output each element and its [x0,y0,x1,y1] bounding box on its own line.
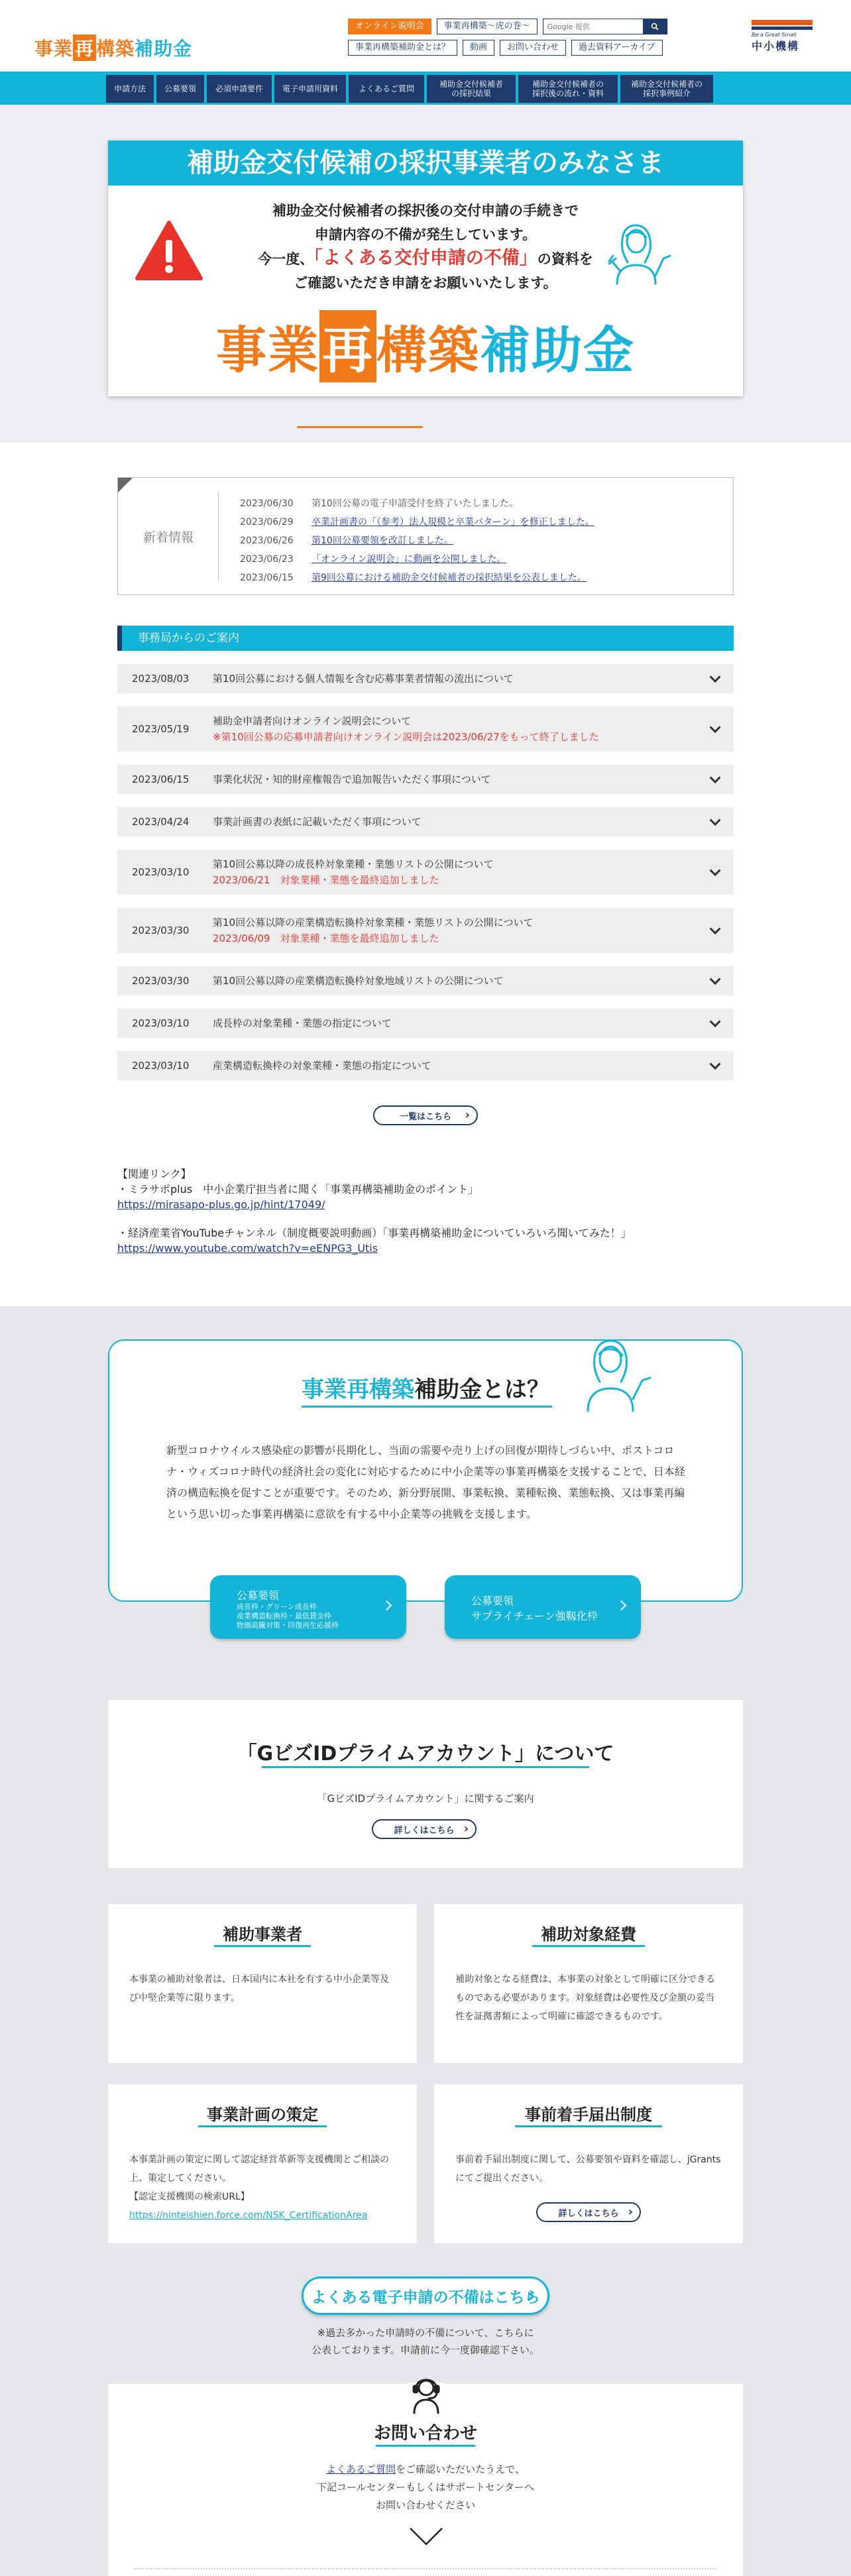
nav-item-adoption-cases[interactable]: 補助金交付候補者の 採択事例紹介 [620,75,713,103]
nav-item-post-adoption-flow[interactable]: 補助金交付候補者の 採択後の流れ・資料 [518,75,618,103]
card-text: 補助対象となる経費は、本事業の対象として明確に区分できるものである必要があります。対象経費は必要性及び金額の妥当性を証拠書類によって明確に確認できるものです。 [455,1974,715,2022]
about-title-rest: 補助金とは？ [414,1376,549,1403]
news-item [240,532,595,550]
news-date: 2023/06/15 [240,573,294,583]
card-text [129,2151,397,2225]
notice-accordion-item[interactable] [117,908,734,953]
nav-item-guidelines[interactable]: 公募要領 [156,75,204,103]
carousel-indicator[interactable] [297,426,423,428]
online-session-link[interactable]: オンライン説明会 [348,19,431,34]
chevron-down-icon [710,814,721,826]
hero-section [0,105,851,443]
notice-title: 成長枠の対象業種・業態の指定について [213,1017,392,1029]
sme-logo-bar-2 [752,27,813,30]
card-title-underline [214,1945,311,1947]
guideline-button-sub: 物価高騰対策・回復再生応援枠 [237,1621,339,1630]
notice-title: 第10回公募以降の産業構造転換枠対象業種・業態リストの公開について [213,917,534,928]
chevron-down-icon [710,1016,721,1027]
hero-logo-text-3: 補助金 [480,321,635,380]
related-link-2-url[interactable]: https://www.youtube.com/watch?v=eENPG3_Utis [117,1242,378,1255]
support-staff-illustration-icon [559,1326,665,1412]
contact-title-underline [376,2445,475,2447]
related-link-1-url[interactable]: https://mirasapo-plus.go.jp/hint/17049/ [117,1198,325,1211]
card-eligible-expenses [434,1904,743,2063]
news-date: 2023/06/23 [240,554,294,565]
global-nav [0,72,851,105]
notice-accordion-item[interactable] [117,966,734,995]
contact-line-3: お問い合わせください [375,2499,475,2511]
notice-title: 第10回公募以降の産業構造転換枠対象地域リストの公開について [213,975,504,987]
news-label: 新着情報 [118,478,219,594]
gbiz-title-underline [262,1766,589,1768]
hero-logo-text-1: 事業 [216,321,319,380]
guideline-button-sub: 産業構造転換枠・最低賃金枠 [237,1612,331,1620]
about-description: 新型コロナウイルス感染症の影響が長期化し、当面の需要や売り上げの回復が期待しづらい中、ポストコロナ・ウィズコロナ時代の経済社会の変化に対応するために中小企業等の事業再構築を支援することで、日本経済の構造転換を促すことが重要です。そのため、新分野展開、事業転換、業種転換、業態転換、又は事業再編という思い切った事業再構築に意欲を有する中小企業等の挑戦を支援します。 [166,1444,685,1520]
card-text: 本事業の補助対象者は、日本国内に本社を有する中小企業等及び中堅企業等に限ります。 [129,1974,389,2003]
notice-date: 2023/03/10 [132,1017,190,1029]
card-prior-start-notification [434,2084,743,2243]
news-link[interactable]: 「オンライン説明会」に動画を公開しました。 [312,554,506,565]
notice-date: 2023/03/30 [132,975,190,987]
sme-logo-tagline: Be a Great Small [752,32,797,38]
notice-accordion-item[interactable] [117,765,734,794]
notice-date: 2023/05/19 [132,723,190,735]
contact-line-1: をご確認いただいたうえで、 [396,2463,525,2475]
contact-line-2: 下記コールセンターもしくはサポートセンターへ [316,2481,535,2493]
notice-accordion-item[interactable] [117,664,734,693]
contact-link[interactable]: お問い合わせ [500,40,566,56]
notices-more-button[interactable]: 一覧はこちら › [373,1105,478,1125]
gbiz-box [108,1700,743,1868]
top-links [348,19,722,61]
notice-accordion-item[interactable] [117,1051,734,1080]
card-title-underline [515,2125,662,2127]
guideline-growth-button[interactable] [210,1575,406,1639]
notice-date: 2023/08/03 [132,673,190,685]
card-title: 補助対象経費 [541,1925,636,1944]
card-title-underline [198,2125,327,2127]
related-heading: 【関連リンク】 [117,1168,192,1180]
hero-line-4: ご確認いただき申請をお願いいたします。 [294,275,557,291]
notice-title: 第10回公募以降の成長枠対象業種・業態リストの公開について [213,858,494,870]
notices-heading: 事務局からのご案内 [117,626,734,651]
about-link[interactable]: 事業再構築補助金とは？ [348,40,457,56]
common-errors-note-line-1: ※過去多かった申請時の不備について、こちらに [317,2327,534,2339]
notice-title: 補助金申請者向けオンライン説明会について [213,715,412,727]
news-list [240,494,595,587]
guideline-button-sub: 成長枠・グリーン成長枠 [237,1602,317,1611]
news-link[interactable]: 第10回公募要領を改訂しました。 [312,535,453,546]
site-search [543,19,667,34]
chevron-down-icon [710,865,721,876]
news-item [240,550,595,569]
site-logo[interactable] [34,34,192,61]
card-eligible-business [108,1904,417,2063]
notice-accordion-item[interactable] [117,807,734,836]
hero-line-3-post: の資料を [537,251,593,267]
contact-text [108,2461,743,2514]
guideline-button-label: 公募要領 [471,1595,514,1607]
headset-icon [408,2368,445,2414]
hero-title: 補助金交付候補の採択事業者のみなさま [108,140,743,186]
notice-title: 事業計画書の表紙に記載いただく事項について [213,816,422,828]
chevron-down-icon [710,772,721,783]
notice-alert-text: ※第10回公募の応募申請者向けオンライン説明会は2023/06/27をもって終了しました [213,731,599,743]
notice-accordion-item[interactable] [117,706,734,752]
news-date: 2023/06/26 [240,535,294,546]
notices-list [117,664,734,1080]
support-staff-illustration-icon [597,212,683,285]
hero-banner[interactable] [108,140,743,396]
notice-accordion-item[interactable] [117,1009,734,1038]
notice-alert-text: 2023/06/09 対象業種・業態を最終追加しました [213,932,439,944]
notice-date: 2023/04/24 [132,816,190,828]
news-date: 2023/06/29 [240,517,294,528]
card-title: 補助事業者 [223,1925,302,1944]
news-date: 2023/06/30 [240,498,294,509]
hero-line-3-pre: 今一度、 [258,251,314,267]
hero-line-3-highlight: 「よくある交付申請の不備」 [313,248,538,268]
news-text: 第10回公募の電子申請受付を終了いたしました。 [312,498,518,509]
notice-date: 2023/03/10 [132,1060,190,1072]
chevron-down-icon [408,2526,445,2548]
logo-text-box: 再 [73,34,96,61]
nav-item-requirements[interactable]: 必須申請要件 [207,75,272,103]
news-item [240,494,595,513]
nav-item-application-method[interactable]: 申請方法 [106,75,154,103]
video-link[interactable]: 動画 [463,40,494,56]
card-title-underline [532,1945,645,1947]
related-link-2-label: ・経済産業省YouTubeチャンネル（制度概要説明動画）「事業再構築補助金についていろいろ聞いてみた！」 [117,1227,632,1239]
hero-logo-text-2: 構築 [376,321,480,380]
notice-alert-text: 2023/06/21 対象業種・業態を最終追加しました [213,874,439,886]
related-link-1-label: ・ミラサポplus 中小企業庁担当者に聞く「事業再構築補助金のポイント」 [117,1183,479,1196]
about-box [108,1339,743,1602]
prior-start-more-button[interactable]: 詳しくはこちら › [536,2202,641,2222]
tora-no-maki-link[interactable]: 事業再構築〜虎の巻〜 [437,19,538,34]
chevron-down-icon [710,923,721,934]
hero-logo [108,310,743,382]
archive-link[interactable]: 過去資料アーカイブ [571,40,663,56]
chevron-down-icon [710,1058,721,1070]
chevron-down-icon [710,671,721,683]
about-title-blue: 事業再構築 [302,1376,414,1403]
hero-line-2: 申請内容の不備が発生しています。 [314,227,537,243]
search-icon [651,23,659,30]
hero-logo-box: 再 [319,310,376,382]
news-box [117,477,734,595]
support-agency-search-link[interactable]: https://ninteishien.force.com/NSK_CertificationArea [129,2210,368,2221]
notice-title: 第10回公募における個人情報を含む応募事業者情報の流出について [213,673,514,685]
sme-logo-name: 中小機構 [752,40,800,52]
search-input[interactable] [543,19,643,34]
hero-body [108,186,743,396]
site-header [0,0,851,72]
logo-text-2: 構築 [96,38,135,60]
card-business-plan [108,2084,417,2243]
common-errors-note [0,2324,851,2359]
guideline-buttons [108,1575,743,1642]
related-links [117,1166,734,1256]
card-title: 事業計画の策定 [207,2105,318,2124]
card-text-body: 本事業計画の策定に関して認定経営革新等支援機関とご相談の上、策定してください。 [129,2155,389,2184]
divider [135,2568,716,2569]
card-text: 事前着手届出制度に関して、公募要領や資料を確認し、jGrantsにてご提出ください。 [455,2155,721,2184]
nav-item-adoption-results[interactable]: 補助金交付候補者 の採択結果 [427,75,516,103]
gbiz-title: 「GビズIDプライムアカウント」について [237,1742,614,1765]
common-errors-button[interactable]: よくある電子申請の不備はこちら › [302,2276,549,2315]
nav-items [106,75,713,103]
faq-link[interactable]: よくあるご質問 [326,2463,396,2475]
nav-item-e-application-docs[interactable]: 電子申請用資料 [274,75,346,103]
info-section [0,1306,851,2576]
news-item [240,569,595,587]
logo-text-3: 補助金 [135,38,193,60]
guideline-button-label: 公募要領 [237,1589,280,1602]
chevron-down-icon [710,974,721,985]
guideline-supply-chain-button[interactable] [445,1575,641,1639]
contact-title: お問い合わせ [373,2424,477,2443]
about-title-underline [302,1406,552,1408]
notice-date: 2023/03/10 [132,866,190,878]
chevron-down-icon [710,722,721,733]
notice-date: 2023/06/15 [132,773,190,785]
card-title: 事前着手届出制度 [525,2105,652,2124]
news-link[interactable]: 卒業計画書の「（参考）法人規模と卒業パターン」を修正しました。 [312,517,595,528]
news-item [240,513,595,532]
common-errors-note-line-2: 公表しております。申請前に今一度御確認下さい。 [312,2344,539,2356]
notice-date: 2023/03/30 [132,924,190,936]
notice-title: 事業化状況・知的財産権報告で追加報告いただく事項について [213,773,491,785]
nav-item-faq[interactable]: よくあるご質問 [349,75,424,103]
card-text-note: 【認定支援機関の検索URL】 [129,2192,250,2202]
gbiz-more-button[interactable]: 詳しくはこちら › [372,1819,477,1839]
search-button[interactable] [643,19,667,34]
info-cards [108,1904,743,2243]
sme-organization-logo[interactable] [752,20,813,53]
logo-text-1: 事業 [34,38,74,60]
hero-line-1: 補助金交付候補者の採択後の交付申請の手続きで [272,203,579,219]
news-link[interactable]: 第9回公募における補助金交付候補者の採択結果を公表しました。 [312,573,587,583]
guideline-button-label-2: サプライチェーン強靱化枠 [471,1610,598,1622]
sme-logo-bar [752,20,813,25]
notice-title: 産業構造転換枠の対象業種・業態の指定について [213,1060,431,1072]
contact-box [108,2384,743,2576]
gbiz-subtitle: 「GビズIDプライムアカウント」に関するご案内 [317,1793,534,1805]
main-content [117,477,734,1256]
notice-accordion-item[interactable] [117,850,734,895]
